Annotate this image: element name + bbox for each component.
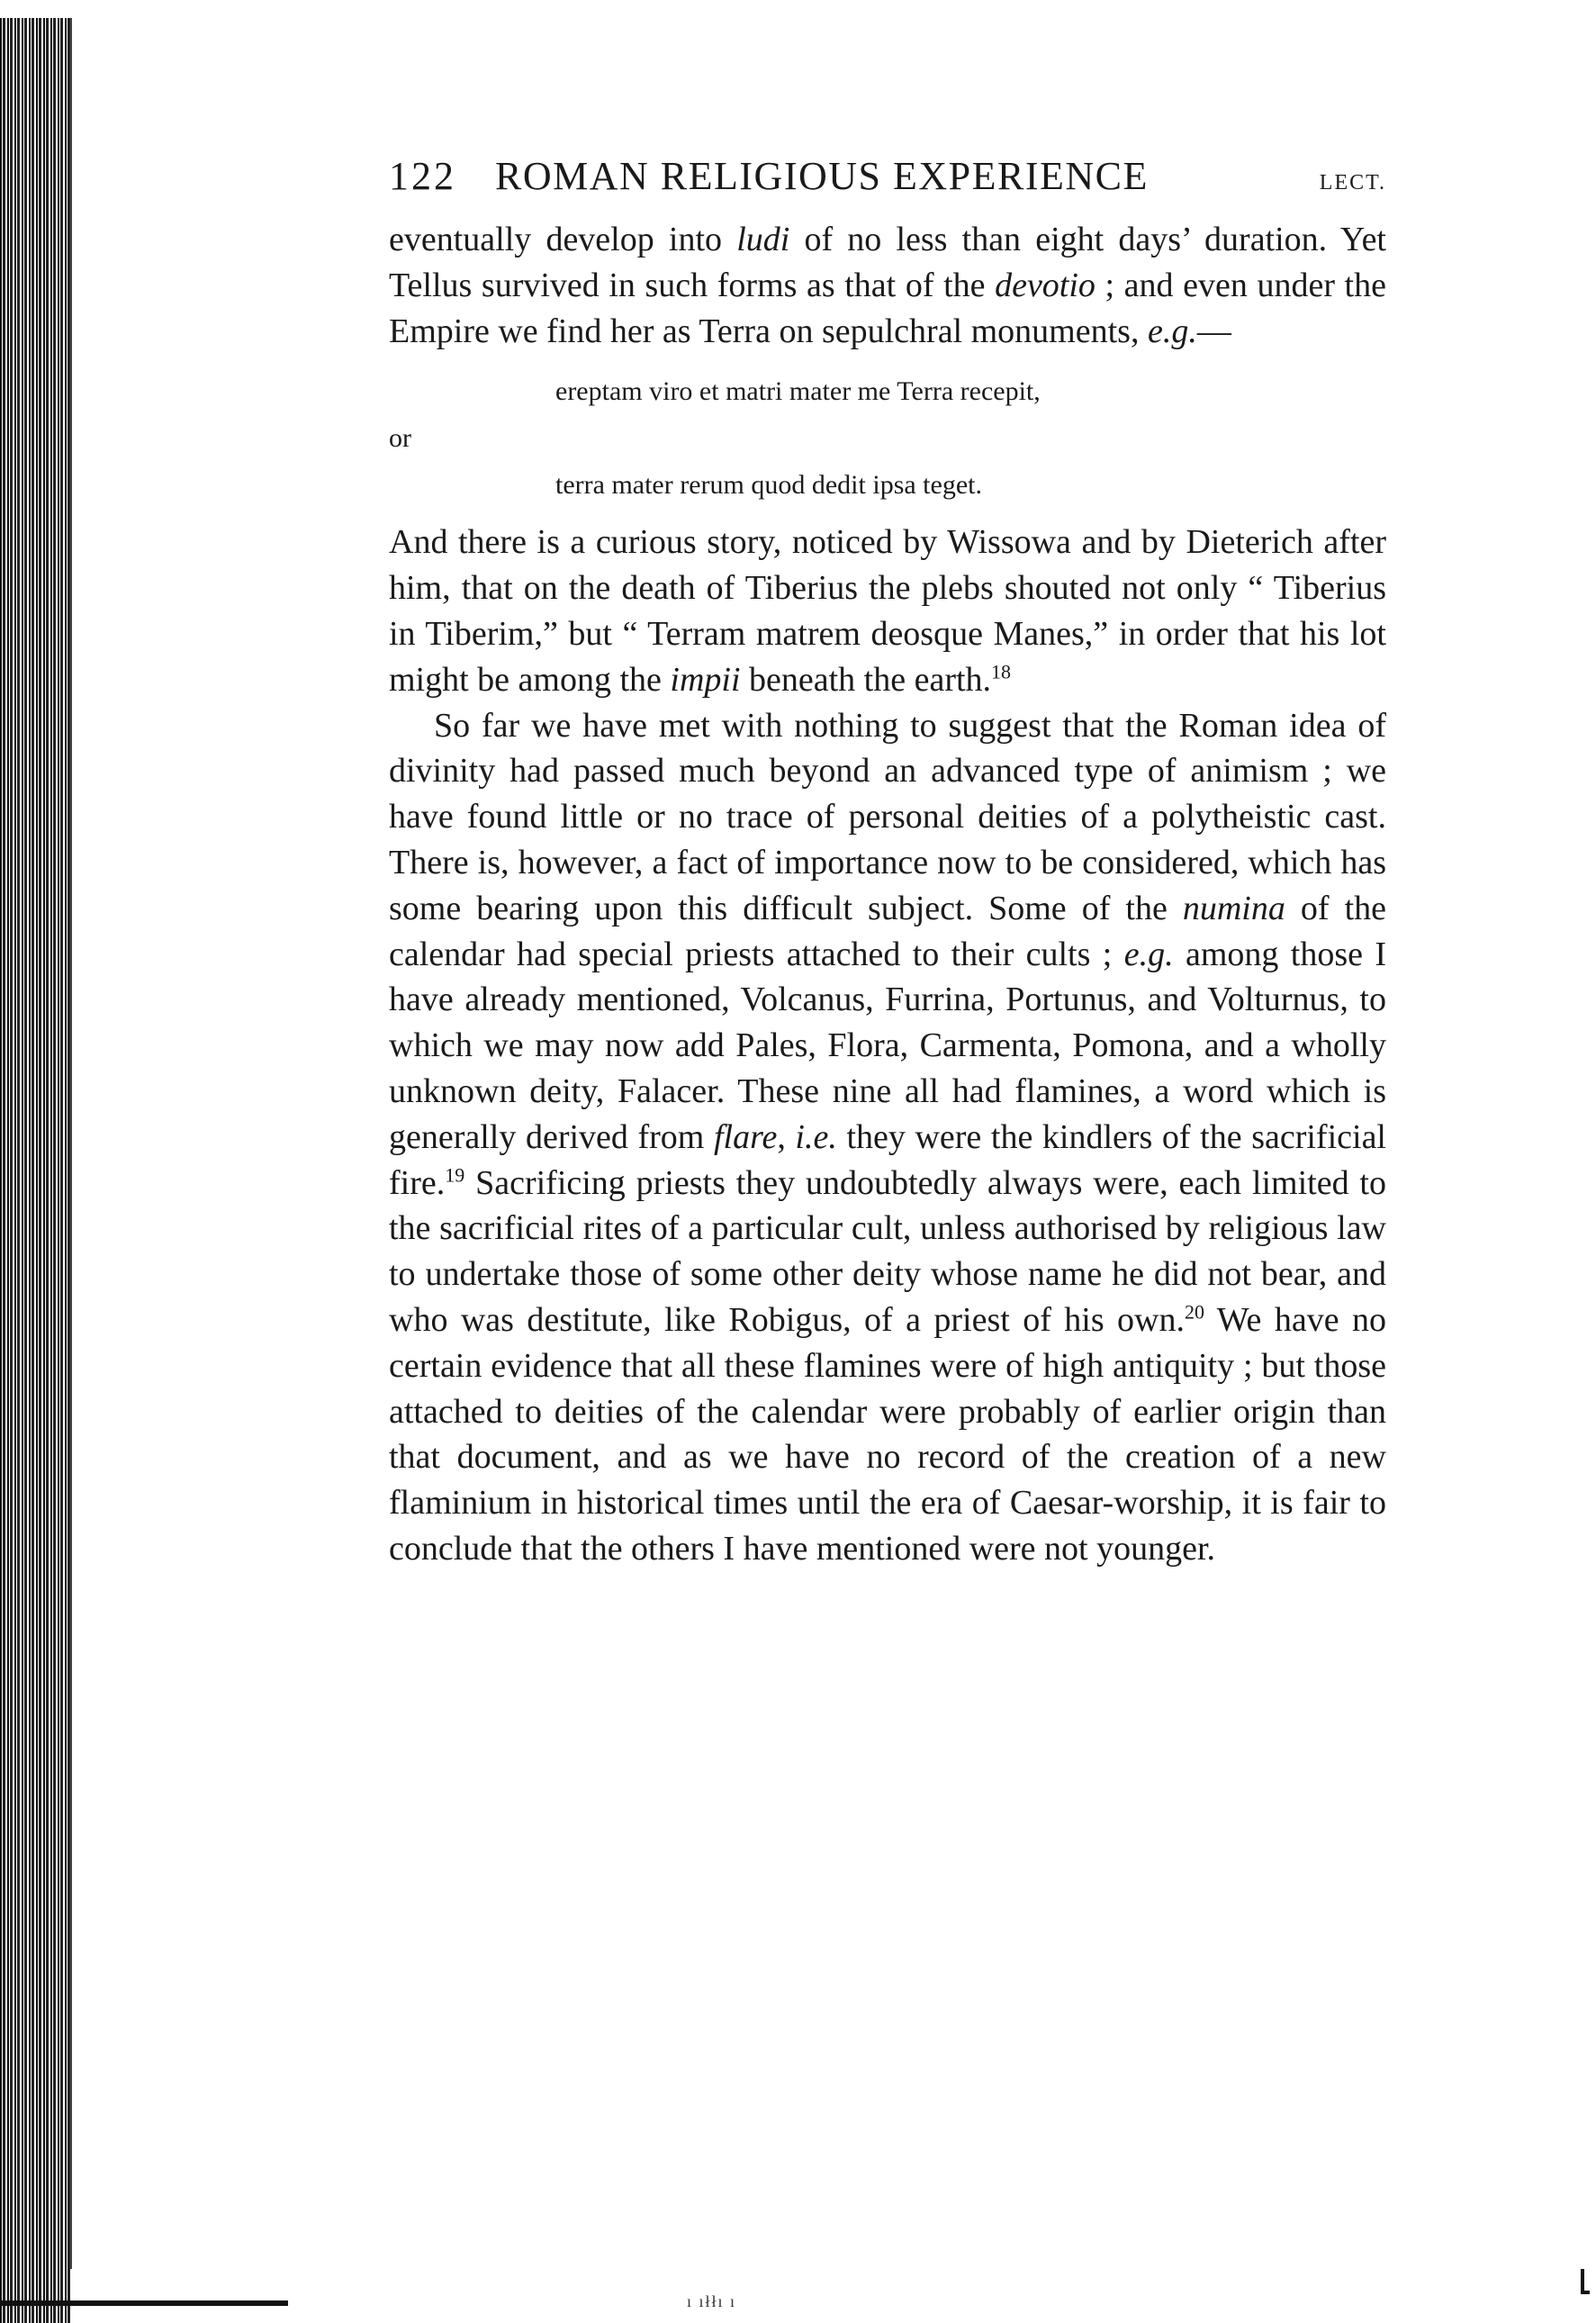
bottom-scan-mark: ı ıłłı ı [687, 2292, 737, 2310]
paragraph-1: eventually develop into ludi of no less than eight days’ duration. Yet Tellus survived in such forms as that of the devotio ; and even under the Empire we find her as Terra on sepulchral monuments, e.g.— [389, 221, 1386, 350]
paragraph-2: And there is a curious story, noticed by Wissowa and by Dieterich after him, that on the death of Tiberius the plebs shouted not only “ Tiberius in Tiberim,” but “ Terram matrem deosque Manes,” in order that his lot might be among the impii beneath the earth.$^{18}$ [389, 523, 1386, 699]
binding-gutter [0, 18, 70, 2323]
inscription-quote-2: terra mater rerum quod dedit ipsa teget. [555, 470, 982, 501]
scan-mark-foot [1581, 2291, 1590, 2294]
term-numina: numina [1182, 889, 1285, 927]
term-flare: flare [713, 1117, 778, 1156]
abbr-eg-2: e.g. [1123, 935, 1174, 973]
running-header [389, 153, 1386, 216]
footnote-ref-19: 19 [445, 1162, 465, 1186]
term-impii: impii [670, 660, 741, 699]
book-page [389, 153, 1386, 1572]
binding-edge [70, 18, 72, 2269]
page-number: 122 [389, 154, 456, 198]
conjunction-or: or [389, 423, 411, 454]
section-label: LECT. [1319, 171, 1386, 194]
running-title: ROMAN RELIGIOUS EXPERIENCE [495, 154, 1149, 198]
abbr-ie: i.e. [795, 1117, 837, 1156]
paragraph-3: So far we have met with nothing to suggest that the Roman idea of divinity had passed much beyond an advanced type of animism ; we have found little or no trace of personal deities of a polytheistic cast. There is, however, a fact of importance now to be considered, which has some bearing upon this difficult subject. Some of the numina of the calendar had special priests attached to their cults ; e.g. among those I have already mentioned, Volcanus, Furrina, Portunus, and Volturnus, to which we may now add Pales, Flora, Carmenta, Pomona, and a wholly unknown deity, Falacer. These nine all had flamines, a word which is generally derived from flare, i.e. they were the kindlers of the sacrificial fire.$^{19}$ Sacrificing priests they undoubtedly always were, each limited to the sacrificial rites of a particular cult, unless authorised by religious law to undertake those of some other deity whose name he did not bear, and who was destitute, like Robigus, of a priest of his own.$^{20}$ We have no certain evidence that all these flamines were of high antiquity ; but those attached to deities of the calendar were probably of earlier origin than that document, and as we have no record of the creation of a new flaminium in historical times until the era of Caesar-worship, it is fair to conclude that the others I have mentioned were not younger. [389, 706, 1387, 1568]
footnote-ref-20: 20 [1185, 1300, 1204, 1324]
inscription-quote-1: ereptam viro et matri mater me Terra recepit, [555, 376, 1041, 407]
binding-base [0, 2300, 288, 2306]
scan-mark [1581, 2269, 1584, 2292]
abbr-eg: e.g. [1147, 312, 1197, 350]
term-devotio: devotio [995, 266, 1096, 304]
term-ludi: ludi [736, 221, 790, 258]
footnote-ref-18: 18 [991, 660, 1012, 683]
